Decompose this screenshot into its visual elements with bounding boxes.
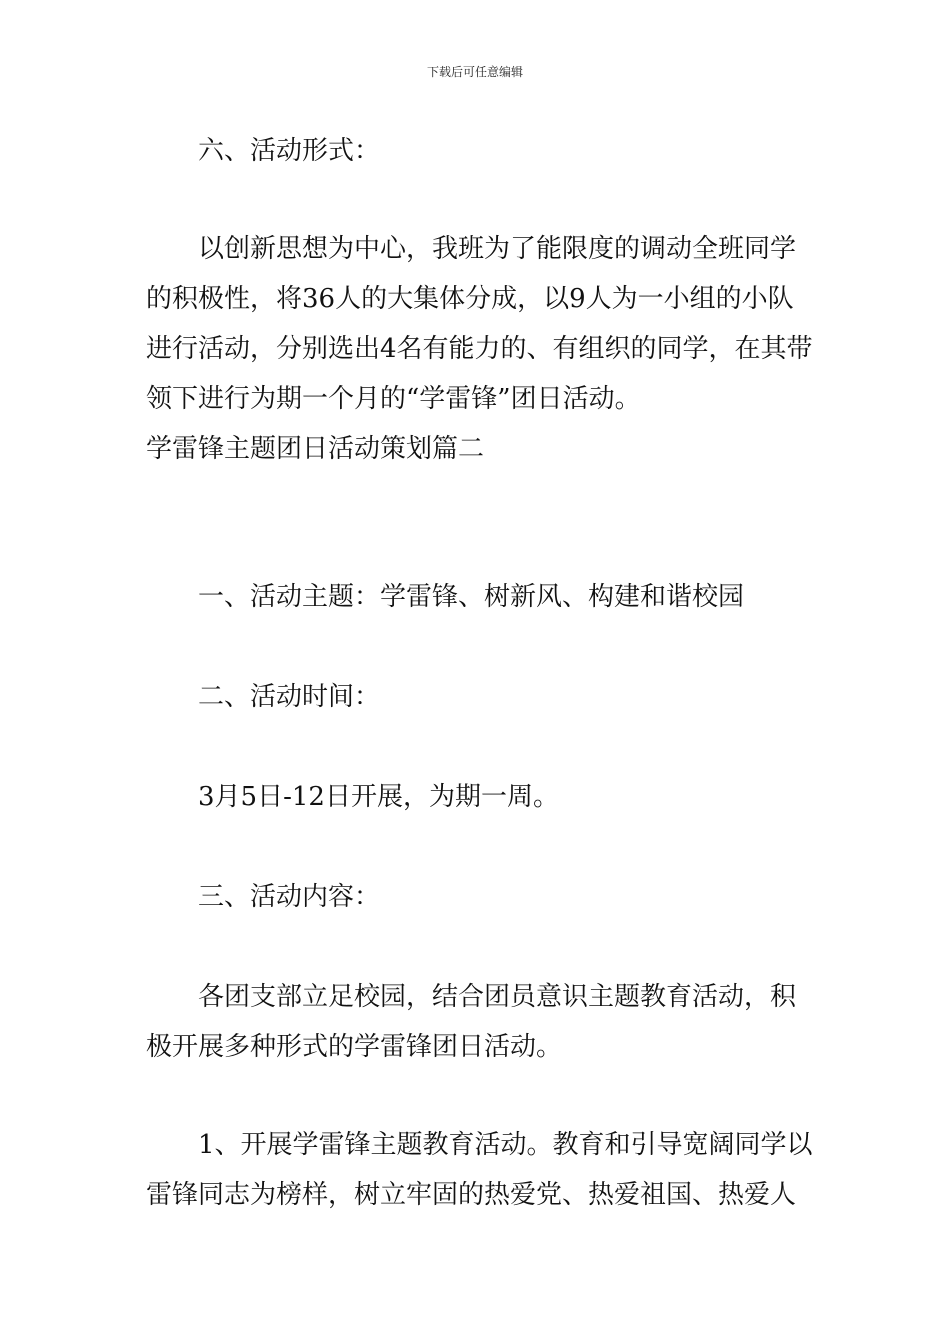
section-heading-activity-form: 六、活动形式： (198, 136, 381, 166)
page-header: 下载后可任意编辑 (426, 65, 523, 79)
list-item-line: 雷锋同志为榜样，树立牢固的热爱党、热爱祖国、热爱人 (146, 1180, 797, 1210)
part-title: 学雷锋主题团日活动策划篇二 (146, 434, 485, 464)
section-heading-activity-content: 三、活动内容： (198, 882, 381, 912)
paragraph-line: 进行活动，分别选出4名有能力的、有组织的同学，在其带 (146, 334, 813, 364)
paragraph-line: 领下进行为期一个月的“学雷锋”团日活动。 (146, 384, 641, 414)
list-item-line: 1、开展学雷锋主题教育活动。教育和引导宽阔同学以 (198, 1130, 813, 1160)
section-heading-activity-theme: 一、活动主题：学雷锋、树新风、构建和谐校园 (198, 582, 745, 612)
paragraph-line: 的积极性，将36人的大集体分成，以9人为一小组的小队 (146, 284, 794, 314)
activity-time-detail: 3月5日-12日开展，为期一周。 (198, 782, 559, 812)
section-heading-activity-time: 二、活动时间： (198, 682, 381, 712)
paragraph-line: 极开展多种形式的学雷锋团日活动。 (146, 1032, 563, 1062)
paragraph-line: 以创新思想为中心，我班为了能限度的调动全班同学 (198, 234, 797, 264)
paragraph-line: 各团支部立足校园，结合团员意识主题教育活动，积 (198, 982, 797, 1012)
